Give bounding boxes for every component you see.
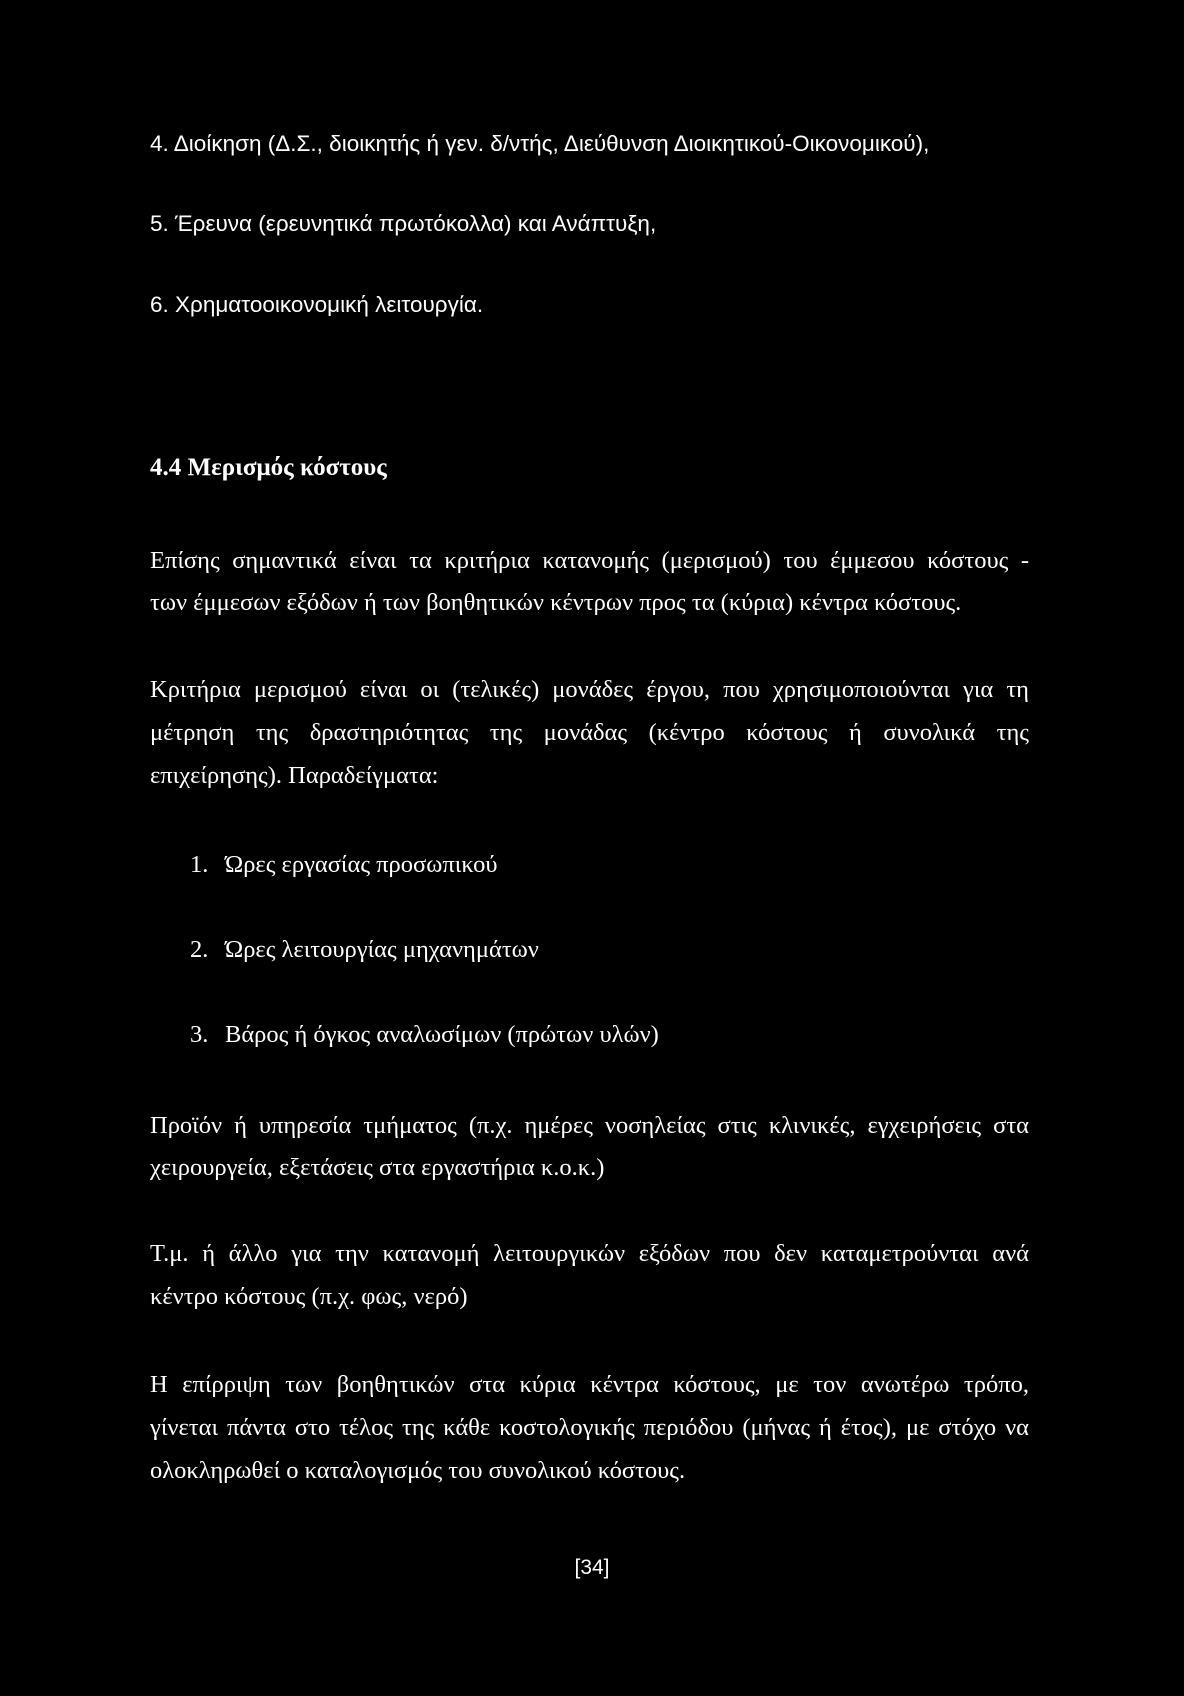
paragraph-4-line-2: κέντρο κόστους (π.χ. φως, νερό) [150, 1283, 468, 1310]
example-text: Βάρος ή όγκος αναλωσίμων (πρώτων υλών) [225, 1021, 659, 1048]
example-item-1 [190, 850, 498, 880]
paragraph-3-line-1: Προϊόν ή υπηρεσία τμήματος (π.χ. ημέρες νοσηλείας στις κλινικές, εγχειρήσεις στα [150, 1112, 1029, 1139]
paragraph-2-line-2: μέτρηση της δραστηριότητας της μονάδας (κέντρο κόστους ή συνολικά της [150, 719, 1029, 746]
paragraph-4-line-1: Τ.μ. ή άλλο για την κατανομή λειτουργικών εξόδων που δεν καταμετρούνται ανά [150, 1240, 1029, 1267]
list-item-5: 5. Έρευνα (ερευνητικά πρωτόκολλα) και Ανάπτυξη, [150, 211, 657, 236]
example-number: 2. [190, 936, 209, 963]
page-number: [34] [574, 1556, 610, 1579]
list-item-4: 4. Διοίκηση (Δ.Σ., διοικητής ή γεν. δ/ντής, Διεύθυνση Διοικητικού-Οικονομικού), [150, 131, 930, 156]
paragraph-5-line-2: γίνεται πάντα στο τέλος της κάθε κοστολογικής περιόδου (μήνας ή έτος), με στόχο να [150, 1414, 1029, 1441]
paragraph-3-line-2: χειρουργεία, εξετάσεις στα εργαστήρια κ.ο.κ.) [150, 1154, 605, 1181]
paragraph-1-line-1: Επίσης σημαντικά είναι τα κριτήρια κατανομής (μερισμού) του έμμεσου κόστους - [150, 547, 1029, 574]
example-number: 3. [190, 1021, 209, 1048]
paragraph-2-line-1: Κριτήρια μερισμού είναι οι (τελικές) μονάδες έργου, που χρησιμοποιούνται για τη [150, 676, 1029, 703]
paragraph-5-line-3: ολοκληρωθεί ο καταλογισμός του συνολικού κόστους. [150, 1457, 686, 1484]
paragraph-2-line-3: επιχείρησης). Παραδείγματα: [150, 762, 439, 789]
example-item-2 [190, 935, 539, 965]
example-text: Ώρες εργασίας προσωπικού [225, 851, 498, 878]
example-item-3 [190, 1020, 659, 1050]
paragraph-5-line-1: Η επίρριψη των βοηθητικών στα κύρια κέντρα κόστους, με τον ανωτέρω τρόπο, [150, 1371, 1029, 1398]
example-number: 1. [190, 851, 209, 878]
paragraph-1-line-2: των έμμεσων εξόδων ή των βοηθητικών κέντρων προς τα (κύρια) κέντρα κόστους. [150, 589, 962, 616]
list-item-6: 6. Χρηματοοικονομική λειτουργία. [150, 292, 484, 317]
section-heading: 4.4 Μερισμός κόστους [150, 454, 387, 481]
example-text: Ώρες λειτουργίας μηχανημάτων [225, 936, 539, 963]
